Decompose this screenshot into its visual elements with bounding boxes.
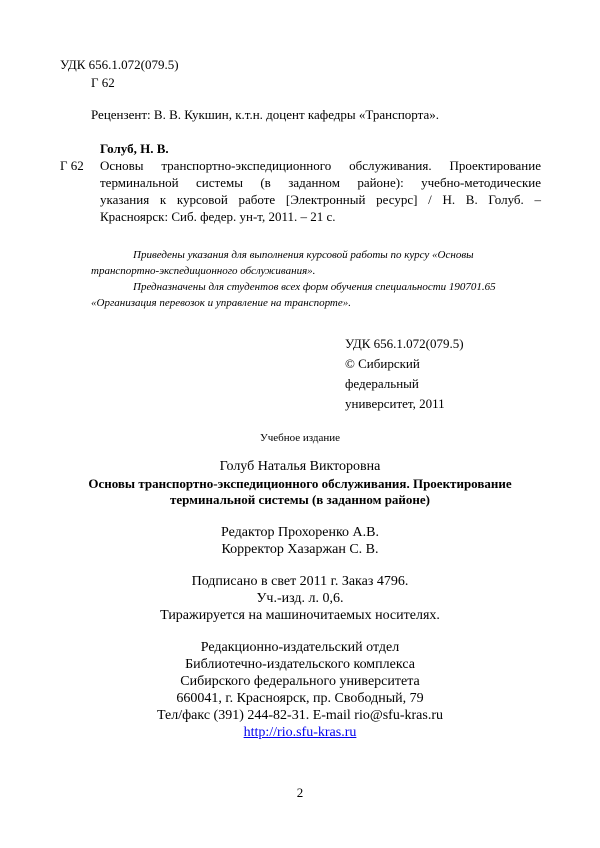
author-heading: Голуб, Н. В. xyxy=(100,141,169,156)
bibliography-line: указания к курсовой работе [Электронный ресурс] / Н. В. Голуб. – xyxy=(100,192,541,207)
author-full-name: Голуб Наталья Викторовна xyxy=(219,459,381,474)
book-title-line: Основы транспортно-экспедиционного обслуживания. Проектирование xyxy=(88,476,512,491)
bibliography-line: терминальной системы (в заданном районе): учебно-методические xyxy=(100,175,541,190)
bbk-code-2: Г 62 xyxy=(60,158,84,173)
website-link[interactable]: http://rio.sfu-kras.ru xyxy=(243,725,357,740)
publisher-address: 660041, г. Красноярск, пр. Свободный, 79 xyxy=(176,691,424,706)
reviewer-line: Рецензент: В. В. Кукшин, к.т.н. доцент кафедры «Транспорта». xyxy=(91,107,439,122)
publisher-contacts: Тел/факс (391) 244-82-31. E-mail rio@sfu-kras.ru xyxy=(156,708,443,723)
annotation-line: «Организация перевозок и управление на транспорте». xyxy=(91,297,352,309)
annotation-line: транспортно-экспедиционного обслуживания». xyxy=(91,265,316,277)
bbk-code: Г 62 xyxy=(91,75,115,90)
udk-code: УДК 656.1.072(079.5) xyxy=(60,57,179,72)
bibliography-line: Основы транспортно-экспедиционного обслуживания. Проектирование xyxy=(100,158,541,173)
sheets-line: Уч.-изд. л. 0,6. xyxy=(256,591,344,606)
website-link-row xyxy=(0,724,600,741)
replication-line: Тиражируется на машиночитаемых носителях. xyxy=(160,608,440,623)
book-title-line: терминальной системы (в заданном районе) xyxy=(169,492,431,507)
signed-line: Подписано в свет 2011 г. Заказ 4796. xyxy=(191,574,409,589)
edition-type: Учебное издание xyxy=(259,432,341,444)
editor-line: Редактор Прохоренко А.В. xyxy=(221,525,379,540)
annotation-line: Приведены указания для выполнения курсовой работы по курсу «Основы xyxy=(133,249,474,261)
copyright-udk: УДК 656.1.072(079.5) xyxy=(345,336,464,351)
publisher-line: Библиотечно-издательского комплекса xyxy=(185,657,415,672)
copyright-line: университет, 2011 xyxy=(345,396,445,411)
proofreader-line: Корректор Хазаржан С. В. xyxy=(221,542,379,557)
copyright-line: федеральный xyxy=(345,376,419,391)
copyright-line: © Сибирский xyxy=(345,356,420,371)
bibliography-line: Красноярск: Сиб. федер. ун-т, 2011. – 21 с. xyxy=(100,209,336,224)
annotation-line: Предназначены для студентов всех форм обучения специальности 190701.65 xyxy=(133,281,496,293)
publisher-line: Сибирского федерального университета xyxy=(180,674,420,689)
page-number: 2 xyxy=(296,785,304,800)
publisher-line: Редакционно-издательский отдел xyxy=(200,640,400,655)
